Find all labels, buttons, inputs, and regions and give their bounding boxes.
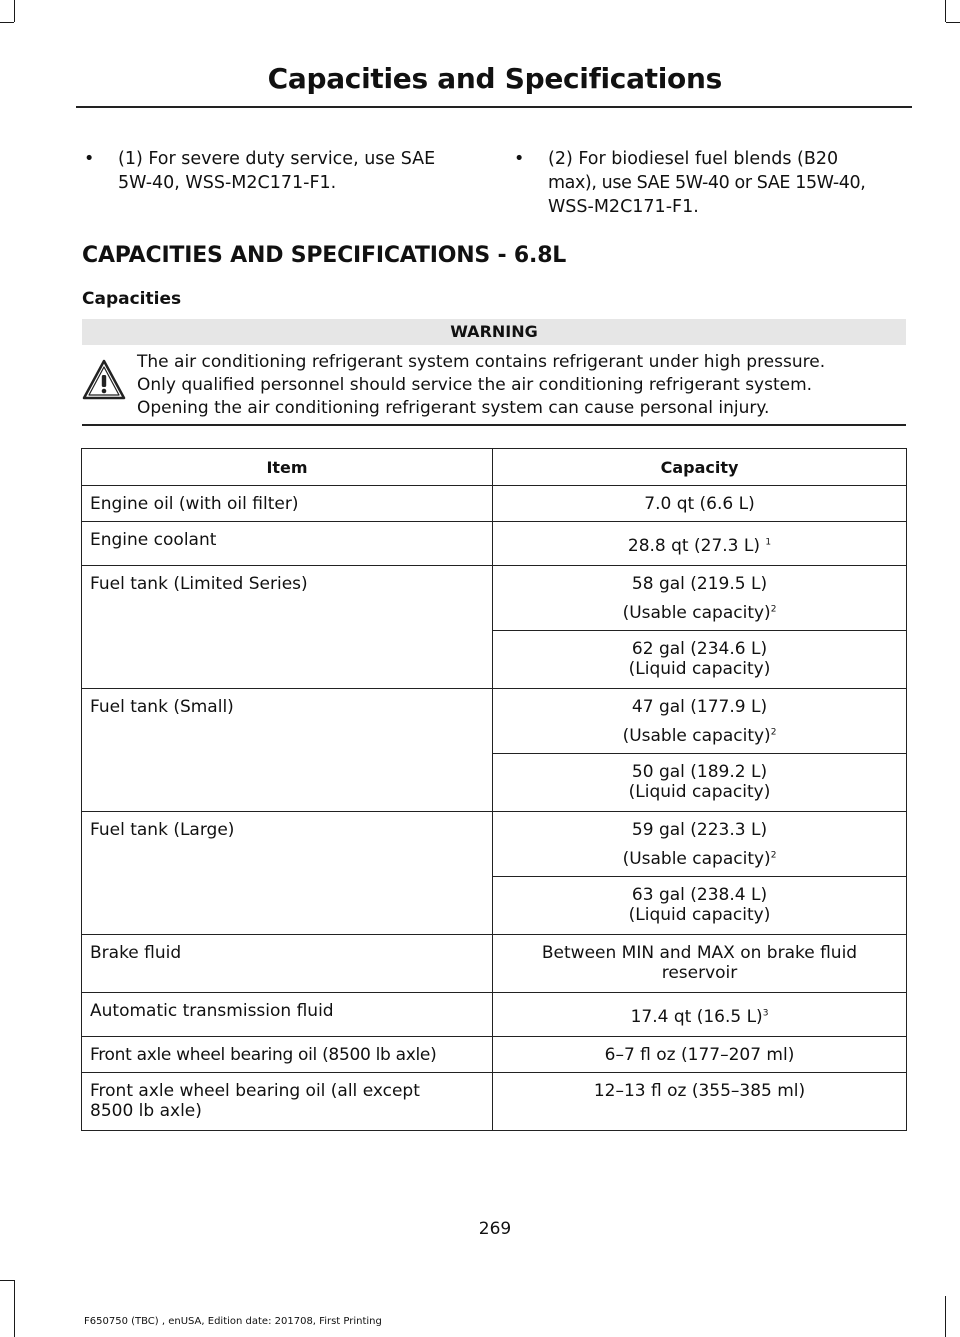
capacity-text: 62 gal (234.6 L) <box>631 639 768 659</box>
column-header-capacity: Capacity <box>493 449 907 486</box>
item-text: Front axle wheel bearing oil (all except <box>90 1081 420 1101</box>
table-header-row <box>82 449 907 486</box>
capacity-cell <box>493 1037 907 1073</box>
capacity-value <box>493 566 906 629</box>
capacity-text: 47 gal (177.9 L) <box>631 697 768 717</box>
table-row <box>82 1037 907 1073</box>
item-cell: Engine coolant <box>82 522 493 566</box>
table-row <box>82 689 907 754</box>
page-footer: F650750 (TBC) , enUSA, Edition date: 201708, First Printing <box>84 1316 382 1327</box>
capacity-value <box>493 993 906 1033</box>
capacities-table <box>81 448 907 1131</box>
capacity-value <box>493 522 906 562</box>
title-rule <box>76 106 912 108</box>
capacity-text: (Usable capacity) <box>622 726 771 746</box>
table-row <box>82 566 907 631</box>
capacity-value: 12–13 fl oz (355–385 ml) <box>593 1081 806 1101</box>
capacity-cell <box>493 877 907 935</box>
capacity-text: 58 gal (219.5 L) <box>631 574 768 594</box>
table-row <box>82 812 907 877</box>
bullet-line: max), use SAE 5W-40 or SAE 15W-40, <box>548 173 866 193</box>
warning-label: WARNING <box>82 319 906 345</box>
table-row <box>82 1073 907 1131</box>
capacity-value: 7.0 qt (6.6 L) <box>644 494 755 514</box>
capacity-text: (Liquid capacity) <box>628 659 771 679</box>
item-text: 8500 lb axle) <box>90 1101 202 1121</box>
capacity-value <box>493 754 906 808</box>
capacity-text: 63 gal (238.4 L) <box>631 885 768 905</box>
crop-mark <box>945 1296 946 1337</box>
crop-mark <box>14 0 15 22</box>
capacity-value <box>493 935 906 989</box>
bullet-line: (2) For biodiesel fuel blends (B20 <box>548 149 839 169</box>
capacity-text: (Liquid capacity) <box>628 905 771 925</box>
capacity-cell <box>493 935 907 993</box>
capacity-value <box>493 812 906 875</box>
item-cell: Engine oil (with oil filter) <box>82 486 493 522</box>
warning-rule <box>82 424 906 426</box>
footnote-ref: 2 <box>770 850 777 861</box>
capacity-text: (Usable capacity) <box>622 603 771 623</box>
capacity-cell <box>493 812 907 877</box>
capacity-value <box>493 689 906 752</box>
footnote-ref: 2 <box>770 604 777 615</box>
capacity-value <box>493 631 906 685</box>
bullet-dot: • <box>84 149 95 169</box>
warning-line: Opening the air conditioning refrigerant system can cause personal injury. <box>137 398 770 418</box>
capacity-cell <box>493 522 907 566</box>
crop-mark <box>946 22 960 23</box>
capacity-cell <box>493 566 907 631</box>
capacity-text: 59 gal (223.3 L) <box>631 820 768 840</box>
bullet-dot: • <box>514 149 525 169</box>
page-title: Capacities and Specifications <box>267 62 722 95</box>
sub-heading: Capacities <box>82 289 182 309</box>
footnote-ref: 3 <box>762 1008 769 1019</box>
warning-triangle-icon <box>82 358 126 402</box>
item-cell: Automatic transmission fluid <box>82 993 493 1037</box>
capacity-text: (Usable capacity) <box>622 849 771 869</box>
warning-line: The air conditioning refrigerant system contains refrigerant under high pressure. <box>137 352 826 372</box>
capacity-text: 17.4 qt (16.5 L) <box>630 1007 763 1027</box>
table-row <box>82 935 907 993</box>
crop-mark <box>945 0 946 22</box>
warning-line: Only qualified personnel should service the air conditioning refrigerant system. <box>137 375 813 395</box>
capacity-cell <box>493 631 907 689</box>
table-row <box>82 486 907 522</box>
capacity-text: 50 gal (189.2 L) <box>631 762 768 782</box>
capacity-label <box>499 849 900 869</box>
section-heading: CAPACITIES AND SPECIFICATIONS - 6.8L <box>82 243 567 268</box>
bullet-text <box>118 147 435 195</box>
capacity-cell <box>493 486 907 522</box>
bullet-line: 5W-40, WSS-M2C171-F1. <box>118 173 337 193</box>
capacity-text: Between MIN and MAX on brake fluid <box>541 943 858 963</box>
crop-mark <box>14 1280 15 1337</box>
item-cell <box>82 1073 493 1131</box>
table-row <box>82 993 907 1037</box>
bullet-text <box>548 147 865 219</box>
footnote-ref: 2 <box>770 727 777 738</box>
crop-mark <box>0 1280 14 1281</box>
capacity-value <box>493 877 906 931</box>
capacity-cell <box>493 1073 907 1131</box>
capacity-label <box>499 726 900 746</box>
capacity-cell <box>493 993 907 1037</box>
crop-mark <box>0 22 14 23</box>
bullet-line: WSS-M2C171-F1. <box>548 197 699 217</box>
footnote-ref: 1 <box>765 537 772 548</box>
capacity-value: 6–7 fl oz (177–207 ml) <box>604 1045 795 1065</box>
item-cell: Fuel tank (Small) <box>82 689 493 812</box>
item-cell: Fuel tank (Large) <box>82 812 493 935</box>
item-cell: Fuel tank (Limited Series) <box>82 566 493 689</box>
item-cell: Front axle wheel bearing oil (8500 lb axle) <box>82 1037 493 1073</box>
capacity-cell <box>493 754 907 812</box>
bullet-line: (1) For severe duty service, use SAE <box>118 149 436 169</box>
table-row <box>82 522 907 566</box>
capacity-text: reservoir <box>661 963 738 983</box>
capacity-cell <box>493 689 907 754</box>
capacity-text: 28.8 qt (27.3 L) <box>627 536 760 556</box>
warning-text <box>137 351 907 420</box>
capacity-text: (Liquid capacity) <box>628 782 771 802</box>
page-number: 269 <box>478 1219 512 1239</box>
column-header-item: Item <box>82 449 493 486</box>
item-cell: Brake fluid <box>82 935 493 993</box>
capacity-label <box>499 603 900 623</box>
